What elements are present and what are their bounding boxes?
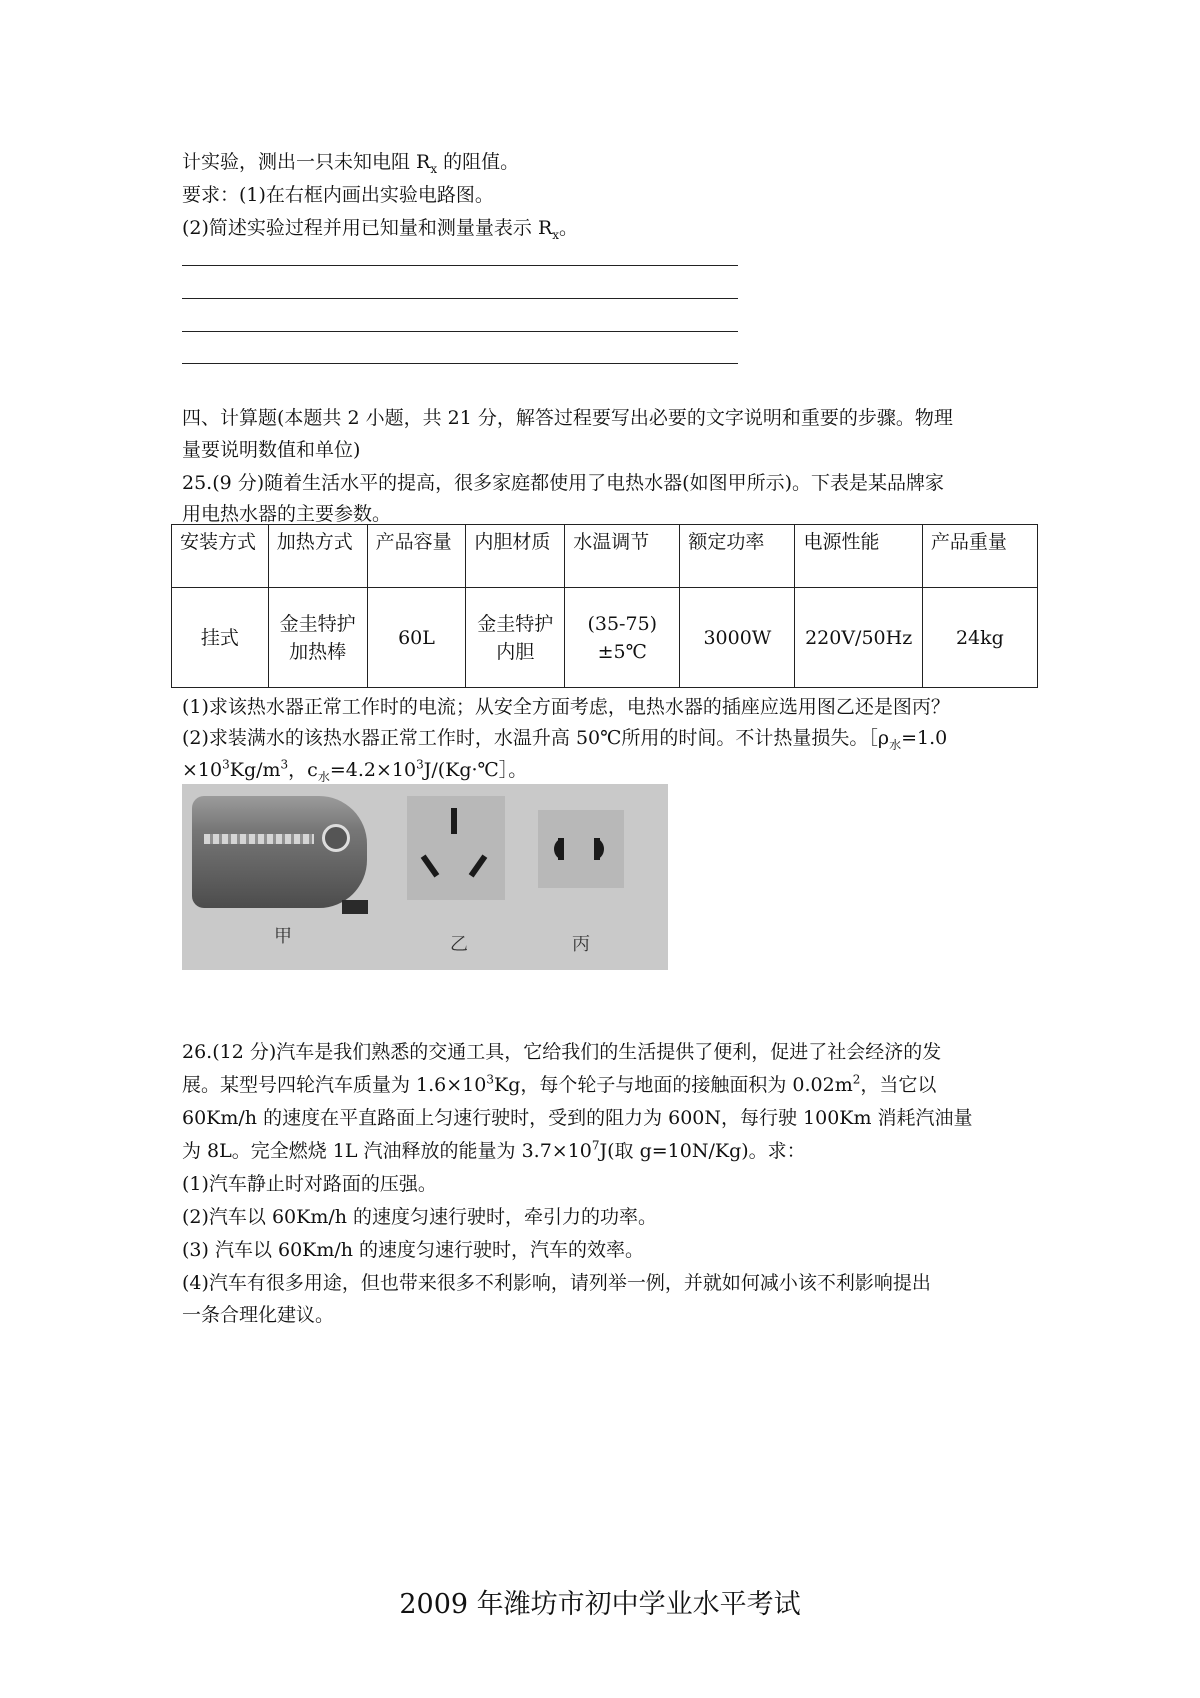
experiment-text-line: 计实验，测出一只未知电阻 $R_x$ 的阻值。	[182, 151, 520, 176]
table-header-cell: 内胆材质	[466, 525, 565, 588]
heater-bracket	[342, 900, 368, 914]
table-header-cell: 安装方式	[172, 525, 269, 588]
q25-part2-cont: $\times 10^3Kg/m^3$，$c_水=4.2\times 10^3J/(Kg\cdot℃]$。	[182, 757, 528, 784]
q26-part3: (3) 汽车以 60Km/h 的速度匀速行驶时，汽车的效率。	[182, 1239, 645, 1261]
q26-intro-l4: 为 8L。完全燃烧 1L 汽油释放的能量为 $3.7\times 10^7J$(取 g=10N/Kg)。求：	[182, 1138, 806, 1162]
q25-part2: (2)求装满水的该热水器正常工作时，水温升高 50℃所用的时间。不计热量损失。$[\rho_水=1.0$	[182, 727, 948, 752]
q25-intro: 25.(9 分)随着生活水平的提高，很多家庭都使用了电热水器(如图甲所示)。下表是某品牌家	[182, 472, 944, 494]
three-pin-socket-icon	[407, 796, 505, 900]
two-pin-socket-icon	[538, 810, 624, 888]
q26-part4-cont: 一条合理化建议。	[182, 1304, 335, 1326]
q26-intro: 26.(12 分)汽车是我们熟悉的交通工具，它给我们的生活提供了便利，促进了社会经济的发	[182, 1041, 942, 1063]
table-header-cell: 电源性能	[795, 525, 922, 588]
q26-intro-l3: 60Km/h 的速度在平直路面上匀速行驶时，受到的阻力为 600N，每行驶 100Km 消耗汽油量	[182, 1107, 973, 1129]
table-cell: (35-75)±5℃	[565, 588, 680, 688]
answer-blank-line[interactable]	[182, 331, 738, 332]
table-header-cell: 加热方式	[268, 525, 367, 588]
table-header-cell: 额定功率	[680, 525, 795, 588]
table-header-cell: 水温调节	[565, 525, 680, 588]
figure-label-jia: 甲	[274, 926, 292, 947]
table-cell: 3000W	[680, 588, 795, 688]
requirement-line: 要求：(1)在右框内画出实验电路图。	[182, 184, 494, 206]
table-header-cell: 产品重量	[922, 525, 1037, 588]
table-cell: 金圭特护内胆	[466, 588, 565, 688]
three-pin-socket-image	[407, 796, 505, 900]
requirement-2-line: (2)简述实验过程并用已知量和测量量表示 $R_x$。	[182, 217, 579, 242]
water-heater-image	[192, 796, 367, 908]
table-value-row	[172, 588, 1038, 688]
q25-intro-cont: 用电热水器的主要参数。	[182, 503, 392, 525]
table-cell: 挂式	[172, 588, 269, 688]
answer-blank-line[interactable]	[182, 265, 738, 266]
exam-title-footer: 2009 年潍坊市初中学业水平考试	[399, 1589, 801, 1620]
table-header-row	[172, 525, 1038, 588]
table-header-cell: 产品容量	[367, 525, 466, 588]
q25-part1: (1)求该热水器正常工作时的电流；从安全方面考虑，电热水器的插座应选用图乙还是图丙？	[182, 696, 950, 718]
q26-part2: (2)汽车以 60Km/h 的速度匀速行驶时，牵引力的功率。	[182, 1206, 658, 1228]
figure-label-bing: 丙	[572, 934, 590, 955]
heater-parameter-table	[171, 524, 1038, 688]
table-cell: 220V/50Hz	[795, 588, 922, 688]
heater-label-strip	[204, 834, 314, 844]
section4-heading-cont: 量要说明数值和单位)	[182, 439, 361, 461]
answer-blank-line[interactable]	[182, 298, 738, 299]
answer-blank-line[interactable]	[182, 363, 738, 364]
table-cell: 24kg	[922, 588, 1037, 688]
q26-intro-l2: 展。某型号四轮汽车质量为 $1.6\times 10^3Kg$，每个轮子与地面的接触面积为 $0.02m^2$，当它以	[182, 1072, 937, 1096]
table-cell: 60L	[367, 588, 466, 688]
heater-socket-figure	[182, 784, 668, 970]
figure-label-yi: 乙	[450, 934, 468, 955]
two-pin-socket-image	[538, 810, 624, 888]
section4-heading: 四、计算题(本题共 2 小题，共 21 分，解答过程要写出必要的文字说明和重要的步骤。物理	[182, 407, 953, 429]
heater-knob	[322, 824, 350, 852]
q26-part4: (4)汽车有很多用途，但也带来很多不利影响，请列举一例，并就如何减小该不利影响提出	[182, 1272, 931, 1294]
table-cell: 金圭特护加热棒	[268, 588, 367, 688]
q26-part1: (1)汽车静止时对路面的压强。	[182, 1173, 437, 1195]
